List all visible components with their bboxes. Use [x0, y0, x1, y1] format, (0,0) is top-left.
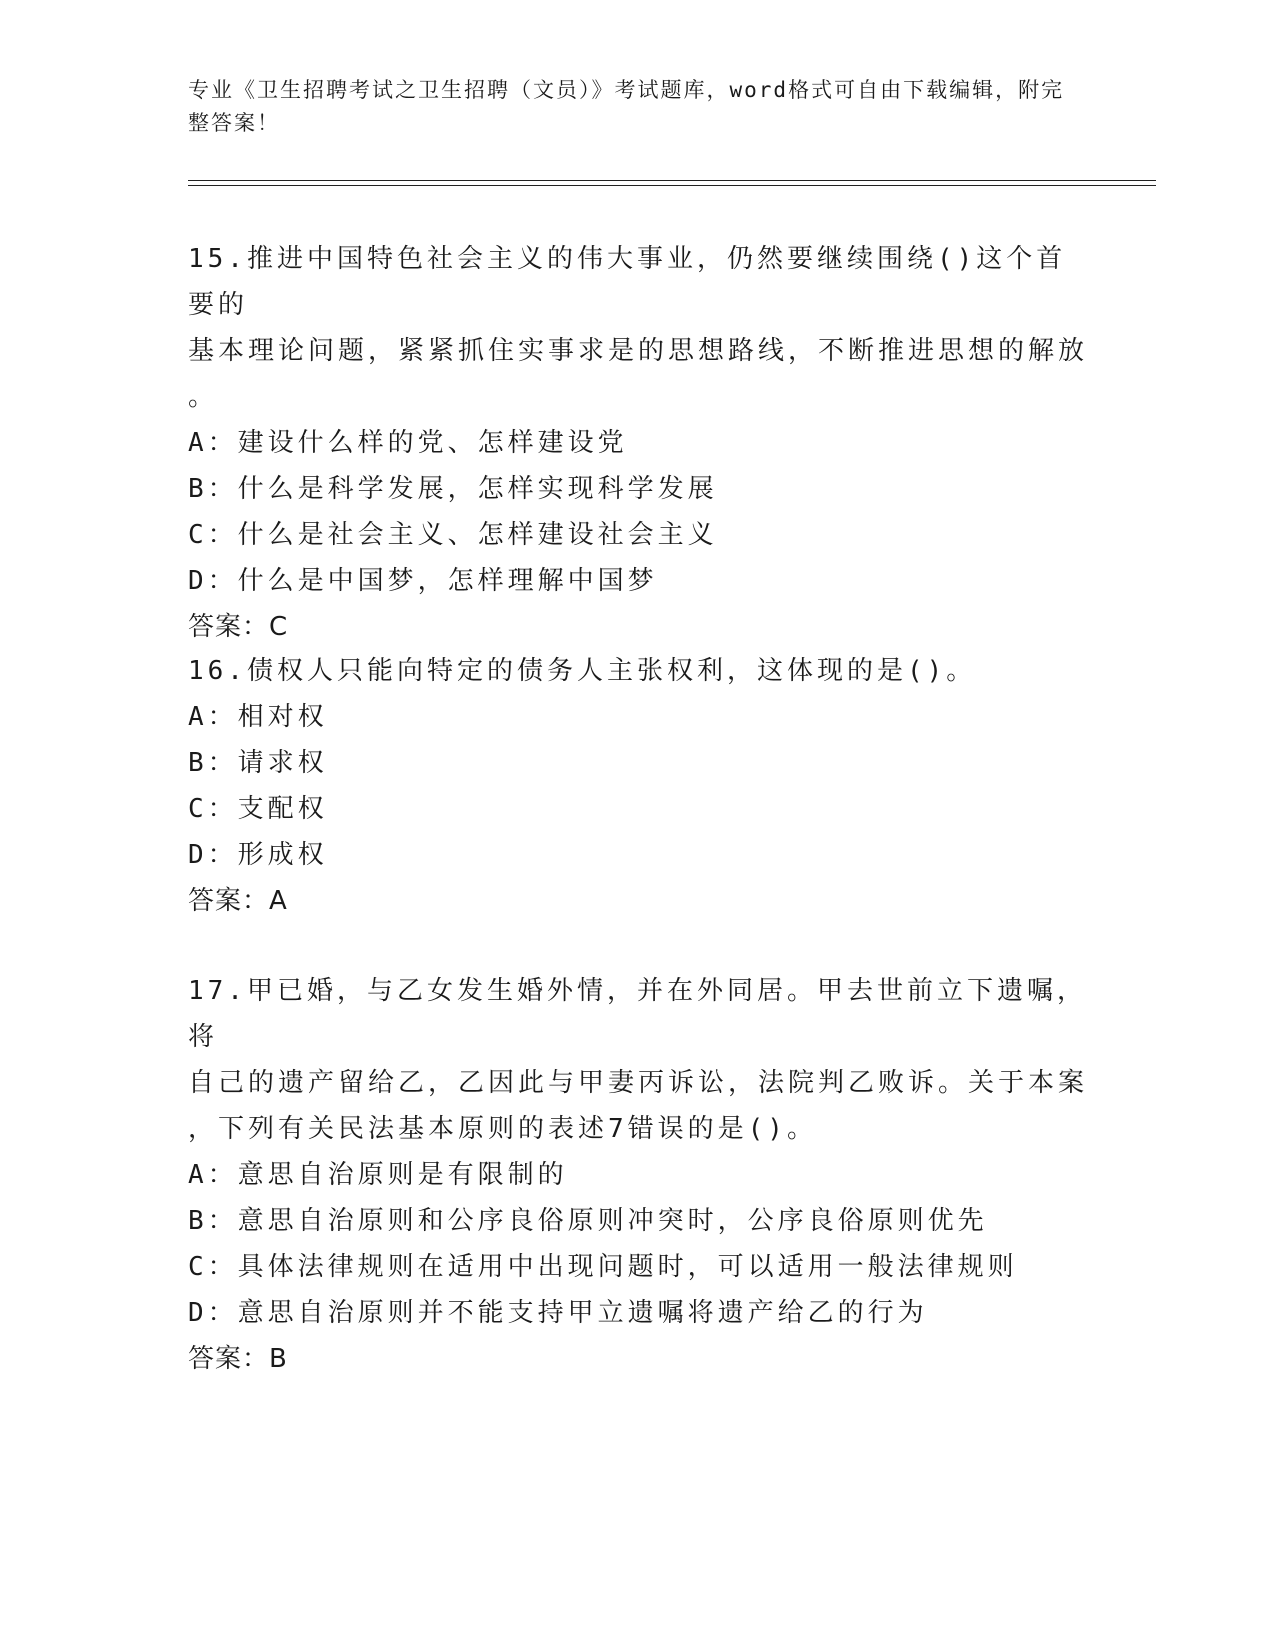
option-b: B：什么是科学发展，怎样实现科学发展 — [188, 474, 718, 504]
option-c: C：具体法律规则在适用中出现问题时，可以适用一般法律规则 — [188, 1252, 1018, 1282]
question-stem-line: ，下列有关民法基本原则的表述7错误的是()。 — [188, 1114, 817, 1144]
option-d: D：什么是中国梦，怎样理解中国梦 — [188, 566, 658, 596]
question-stem-line: 15.推进中国特色社会主义的伟大事业，仍然要继续围绕()这个首要的 — [188, 244, 1067, 320]
answer: 答案：A — [188, 886, 288, 916]
document-header: 专业《卫生招聘考试之卫生招聘（文员）》考试题库，word格式可自由下载编辑，附完整答案！ — [188, 78, 1065, 135]
option-c: C：什么是社会主义、怎样建设社会主义 — [188, 520, 718, 550]
question-stem-line: 。 — [188, 382, 219, 412]
question-17 — [188, 968, 1088, 1382]
question-15 — [188, 236, 1088, 650]
option-d: D：意思自治原则并不能支持甲立遗嘱将遗产给乙的行为 — [188, 1298, 928, 1328]
header-divider-top — [188, 180, 1156, 181]
question-stem-line: 自己的遗产留给乙，乙因此与甲妻丙诉讼，法院判乙败诉。关于本案 — [188, 1068, 1089, 1098]
question-16 — [188, 648, 1088, 924]
question-stem-line: 基本理论问题，紧紧抓住实事求是的思想路线，不断推进思想的解放 — [188, 336, 1089, 366]
option-a: A：相对权 — [188, 702, 328, 732]
header-divider-bottom — [188, 185, 1156, 186]
option-b: B：意思自治原则和公序良俗原则冲突时，公序良俗原则优先 — [188, 1206, 988, 1236]
option-a: A：建设什么样的党、怎样建设党 — [188, 428, 628, 458]
option-a: A：意思自治原则是有限制的 — [188, 1160, 568, 1190]
option-c: C：支配权 — [188, 794, 328, 824]
answer: 答案：B — [188, 1344, 288, 1374]
option-b: B：请求权 — [188, 748, 328, 778]
option-d: D：形成权 — [188, 840, 328, 870]
answer: 答案：C — [188, 612, 289, 642]
question-stem-line: 16.债权人只能向特定的债务人主张权利，这体现的是()。 — [188, 656, 977, 686]
question-stem-line: 17.甲已婚，与乙女发生婚外情，并在外同居。甲去世前立下遗嘱，将 — [188, 976, 1087, 1052]
